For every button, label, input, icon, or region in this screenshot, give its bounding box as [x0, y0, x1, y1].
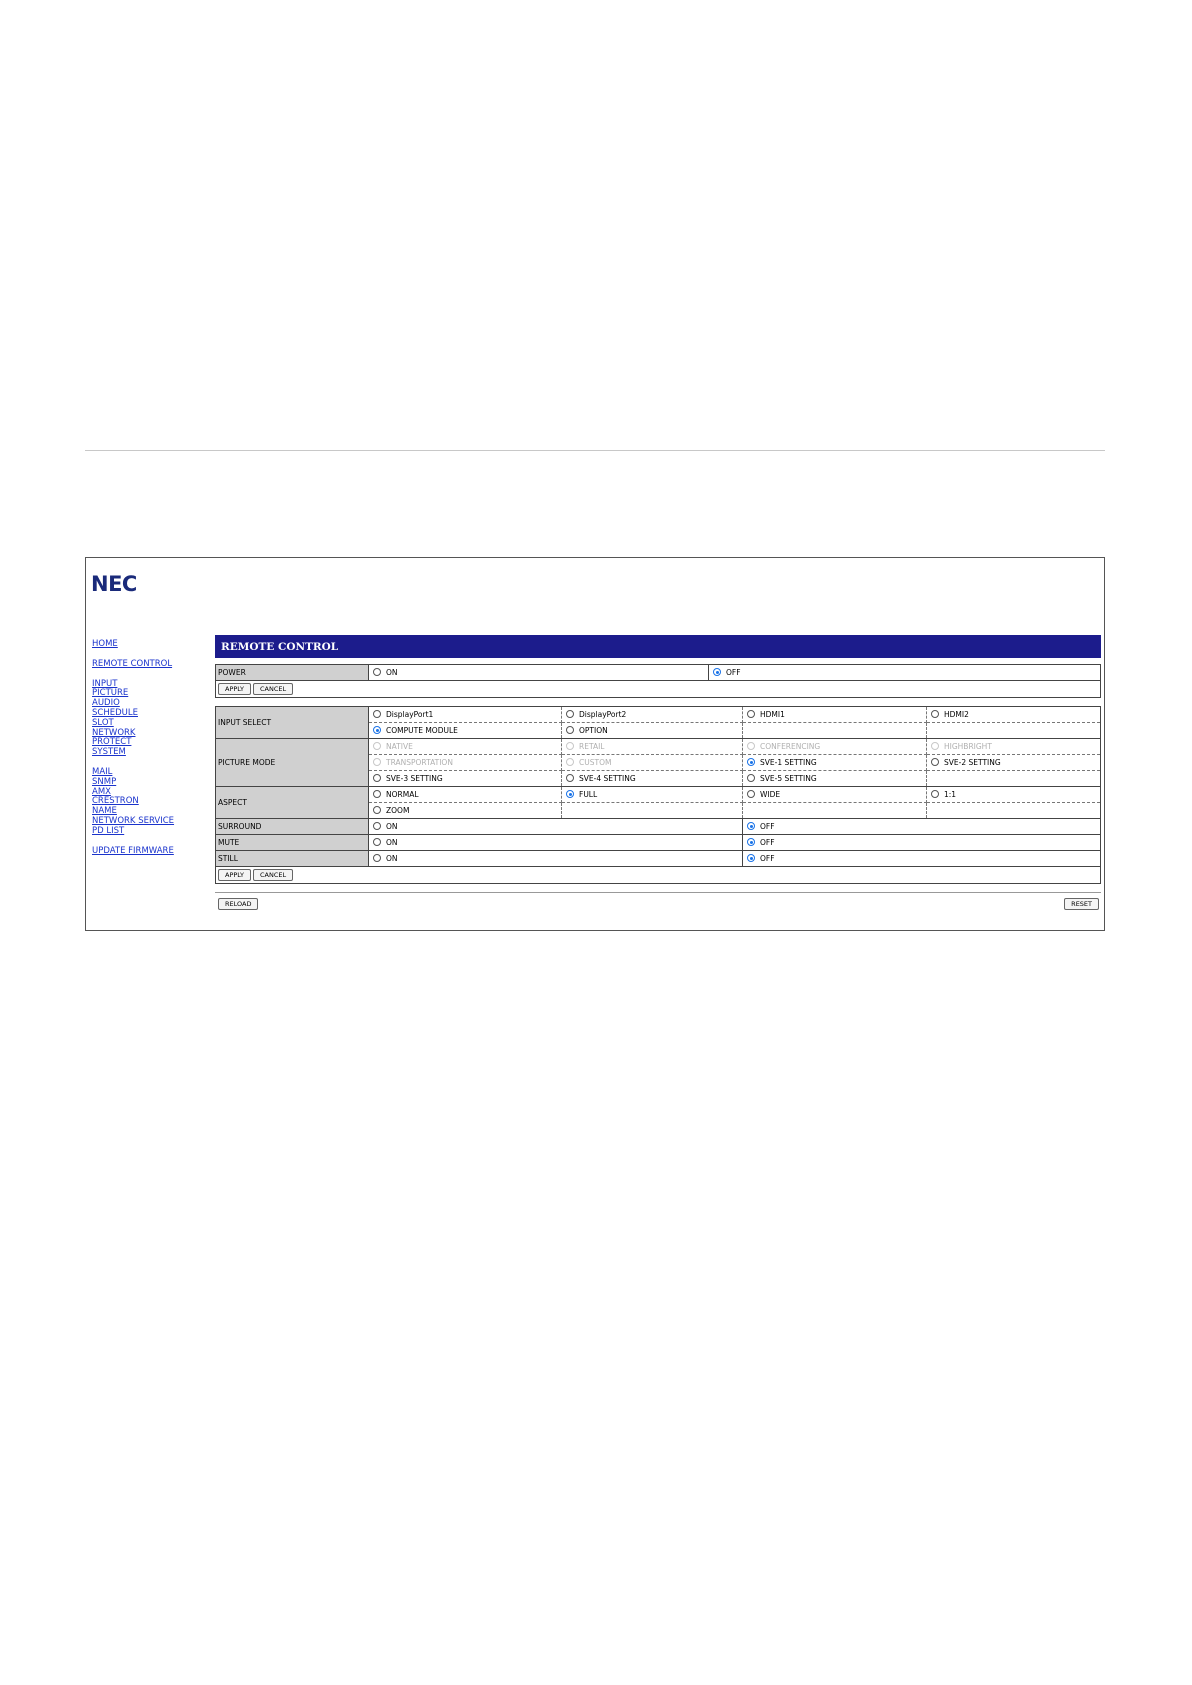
picture-mode-option[interactable]: SVE-5 SETTING	[743, 771, 927, 787]
radio-icon[interactable]	[373, 710, 381, 718]
nav-schedule[interactable]: SCHEDULE	[92, 707, 138, 718]
radio-icon[interactable]	[747, 790, 755, 798]
radio-selected-icon[interactable]	[747, 758, 755, 766]
input-option[interactable]: OPTION	[562, 723, 743, 739]
radio-selected-icon[interactable]	[747, 822, 755, 830]
still-on-option[interactable]: ON	[369, 851, 743, 867]
power-label: POWER	[216, 665, 369, 681]
footer-bar	[215, 892, 1101, 913]
input-option[interactable]: DisplayPort2	[562, 707, 743, 723]
nav-pd-list[interactable]: PD LIST	[92, 825, 125, 836]
nav-audio[interactable]: AUDIO	[92, 698, 120, 709]
input-option[interactable]: HDMI2	[927, 707, 1101, 723]
nav-system[interactable]: SYSTEM	[92, 747, 126, 758]
radio-icon	[373, 742, 381, 750]
radio-selected-icon[interactable]	[373, 726, 381, 734]
picture-mode-option-selected[interactable]: SVE-1 SETTING	[743, 755, 927, 771]
picture-mode-option-disabled: CUSTOM	[562, 755, 743, 771]
radio-icon[interactable]	[931, 790, 939, 798]
nav-crestron[interactable]: CRESTRON	[92, 796, 139, 807]
radio-icon	[566, 758, 574, 766]
still-off-option[interactable]: OFF	[743, 851, 1101, 867]
nav-network-service[interactable]: NETWORK SERVICE	[92, 815, 175, 826]
settings-apply-button[interactable]: APPLY	[218, 869, 251, 881]
remote-control-screenshot	[85, 557, 1105, 931]
radio-icon[interactable]	[373, 774, 381, 782]
mute-on-option[interactable]: ON	[369, 835, 743, 851]
settings-cancel-button[interactable]: CANCEL	[253, 869, 293, 881]
picture-mode-option[interactable]: SVE-4 SETTING	[562, 771, 743, 787]
picture-mode-option-disabled: TRANSPORTATION	[369, 755, 562, 771]
radio-icon[interactable]	[747, 774, 755, 782]
radio-selected-icon[interactable]	[747, 854, 755, 862]
aspect-option[interactable]: ZOOM	[369, 803, 562, 819]
nav-remote-control[interactable]: REMOTE CONTROL	[92, 658, 173, 669]
page-title: REMOTE CONTROL	[215, 635, 1101, 658]
horizontal-divider	[85, 450, 1105, 451]
radio-selected-icon[interactable]	[747, 838, 755, 846]
power-cancel-button[interactable]: CANCEL	[253, 683, 293, 695]
mute-label: MUTE	[216, 835, 369, 851]
radio-selected-icon[interactable]	[566, 790, 574, 798]
nav-name[interactable]: NAME	[92, 806, 117, 817]
picture-mode-option[interactable]: SVE-2 SETTING	[927, 755, 1101, 771]
radio-icon[interactable]	[373, 854, 381, 862]
radio-icon[interactable]	[566, 774, 574, 782]
nav-mail[interactable]: MAIL	[92, 766, 113, 777]
power-section	[215, 664, 1101, 698]
aspect-option[interactable]: 1:1	[927, 787, 1101, 803]
input-option-selected[interactable]: COMPUTE MODULE	[369, 723, 562, 739]
aspect-label: ASPECT	[216, 787, 369, 819]
nav-home[interactable]: HOME	[92, 639, 118, 649]
aspect-option[interactable]: NORMAL	[369, 787, 562, 803]
aspect-option[interactable]: WIDE	[743, 787, 927, 803]
radio-icon	[747, 742, 755, 750]
radio-icon[interactable]	[373, 668, 381, 676]
aspect-option-selected[interactable]: FULL	[562, 787, 743, 803]
input-option[interactable]: HDMI1	[743, 707, 927, 723]
picture-mode-option[interactable]: SVE-3 SETTING	[369, 771, 562, 787]
nav-protect[interactable]: PROTECT	[92, 737, 132, 748]
radio-icon[interactable]	[373, 806, 381, 814]
settings-section	[215, 706, 1101, 884]
sidebar-nav	[92, 640, 212, 856]
radio-icon[interactable]	[566, 726, 574, 734]
radio-icon[interactable]	[747, 710, 755, 718]
still-label: STILL	[216, 851, 369, 867]
power-off-option[interactable]: OFF	[709, 665, 1101, 681]
picture-mode-option-disabled: HIGHBRIGHT	[927, 739, 1101, 755]
surround-on-option[interactable]: ON	[369, 819, 743, 835]
power-on-option[interactable]: ON	[369, 665, 709, 681]
nav-picture[interactable]: PICTURE	[92, 688, 129, 699]
mute-off-option[interactable]: OFF	[743, 835, 1101, 851]
reload-button[interactable]: RELOAD	[218, 898, 258, 910]
picture-mode-label: PICTURE MODE	[216, 739, 369, 787]
reset-button[interactable]: RESET	[1064, 898, 1099, 910]
surround-off-option[interactable]: OFF	[743, 819, 1101, 835]
nav-network[interactable]: NETWORK	[92, 727, 136, 738]
nav-input[interactable]: INPUT	[92, 678, 118, 689]
radio-icon	[931, 742, 939, 750]
radio-icon[interactable]	[566, 710, 574, 718]
radio-selected-icon[interactable]	[713, 668, 721, 676]
nav-update-firmware[interactable]: UPDATE FIRMWARE	[92, 845, 174, 856]
radio-icon[interactable]	[931, 710, 939, 718]
input-select-label: INPUT SELECT	[216, 707, 369, 739]
picture-mode-option-disabled: NATIVE	[369, 739, 562, 755]
radio-icon[interactable]	[931, 758, 939, 766]
main-panel	[215, 635, 1101, 913]
radio-icon[interactable]	[373, 790, 381, 798]
input-option[interactable]: DisplayPort1	[369, 707, 562, 723]
surround-label: SURROUND	[216, 819, 369, 835]
picture-mode-option-disabled: RETAIL	[562, 739, 743, 755]
radio-icon	[373, 758, 381, 766]
nec-logo: NEC	[91, 572, 137, 596]
picture-mode-option-disabled: CONFERENCING	[743, 739, 927, 755]
radio-icon[interactable]	[373, 822, 381, 830]
nav-amx[interactable]: AMX	[92, 786, 111, 797]
radio-icon[interactable]	[373, 838, 381, 846]
nav-slot[interactable]: SLOT	[92, 717, 114, 728]
nav-snmp[interactable]: SNMP	[92, 776, 117, 787]
power-apply-button[interactable]: APPLY	[218, 683, 251, 695]
radio-icon	[566, 742, 574, 750]
